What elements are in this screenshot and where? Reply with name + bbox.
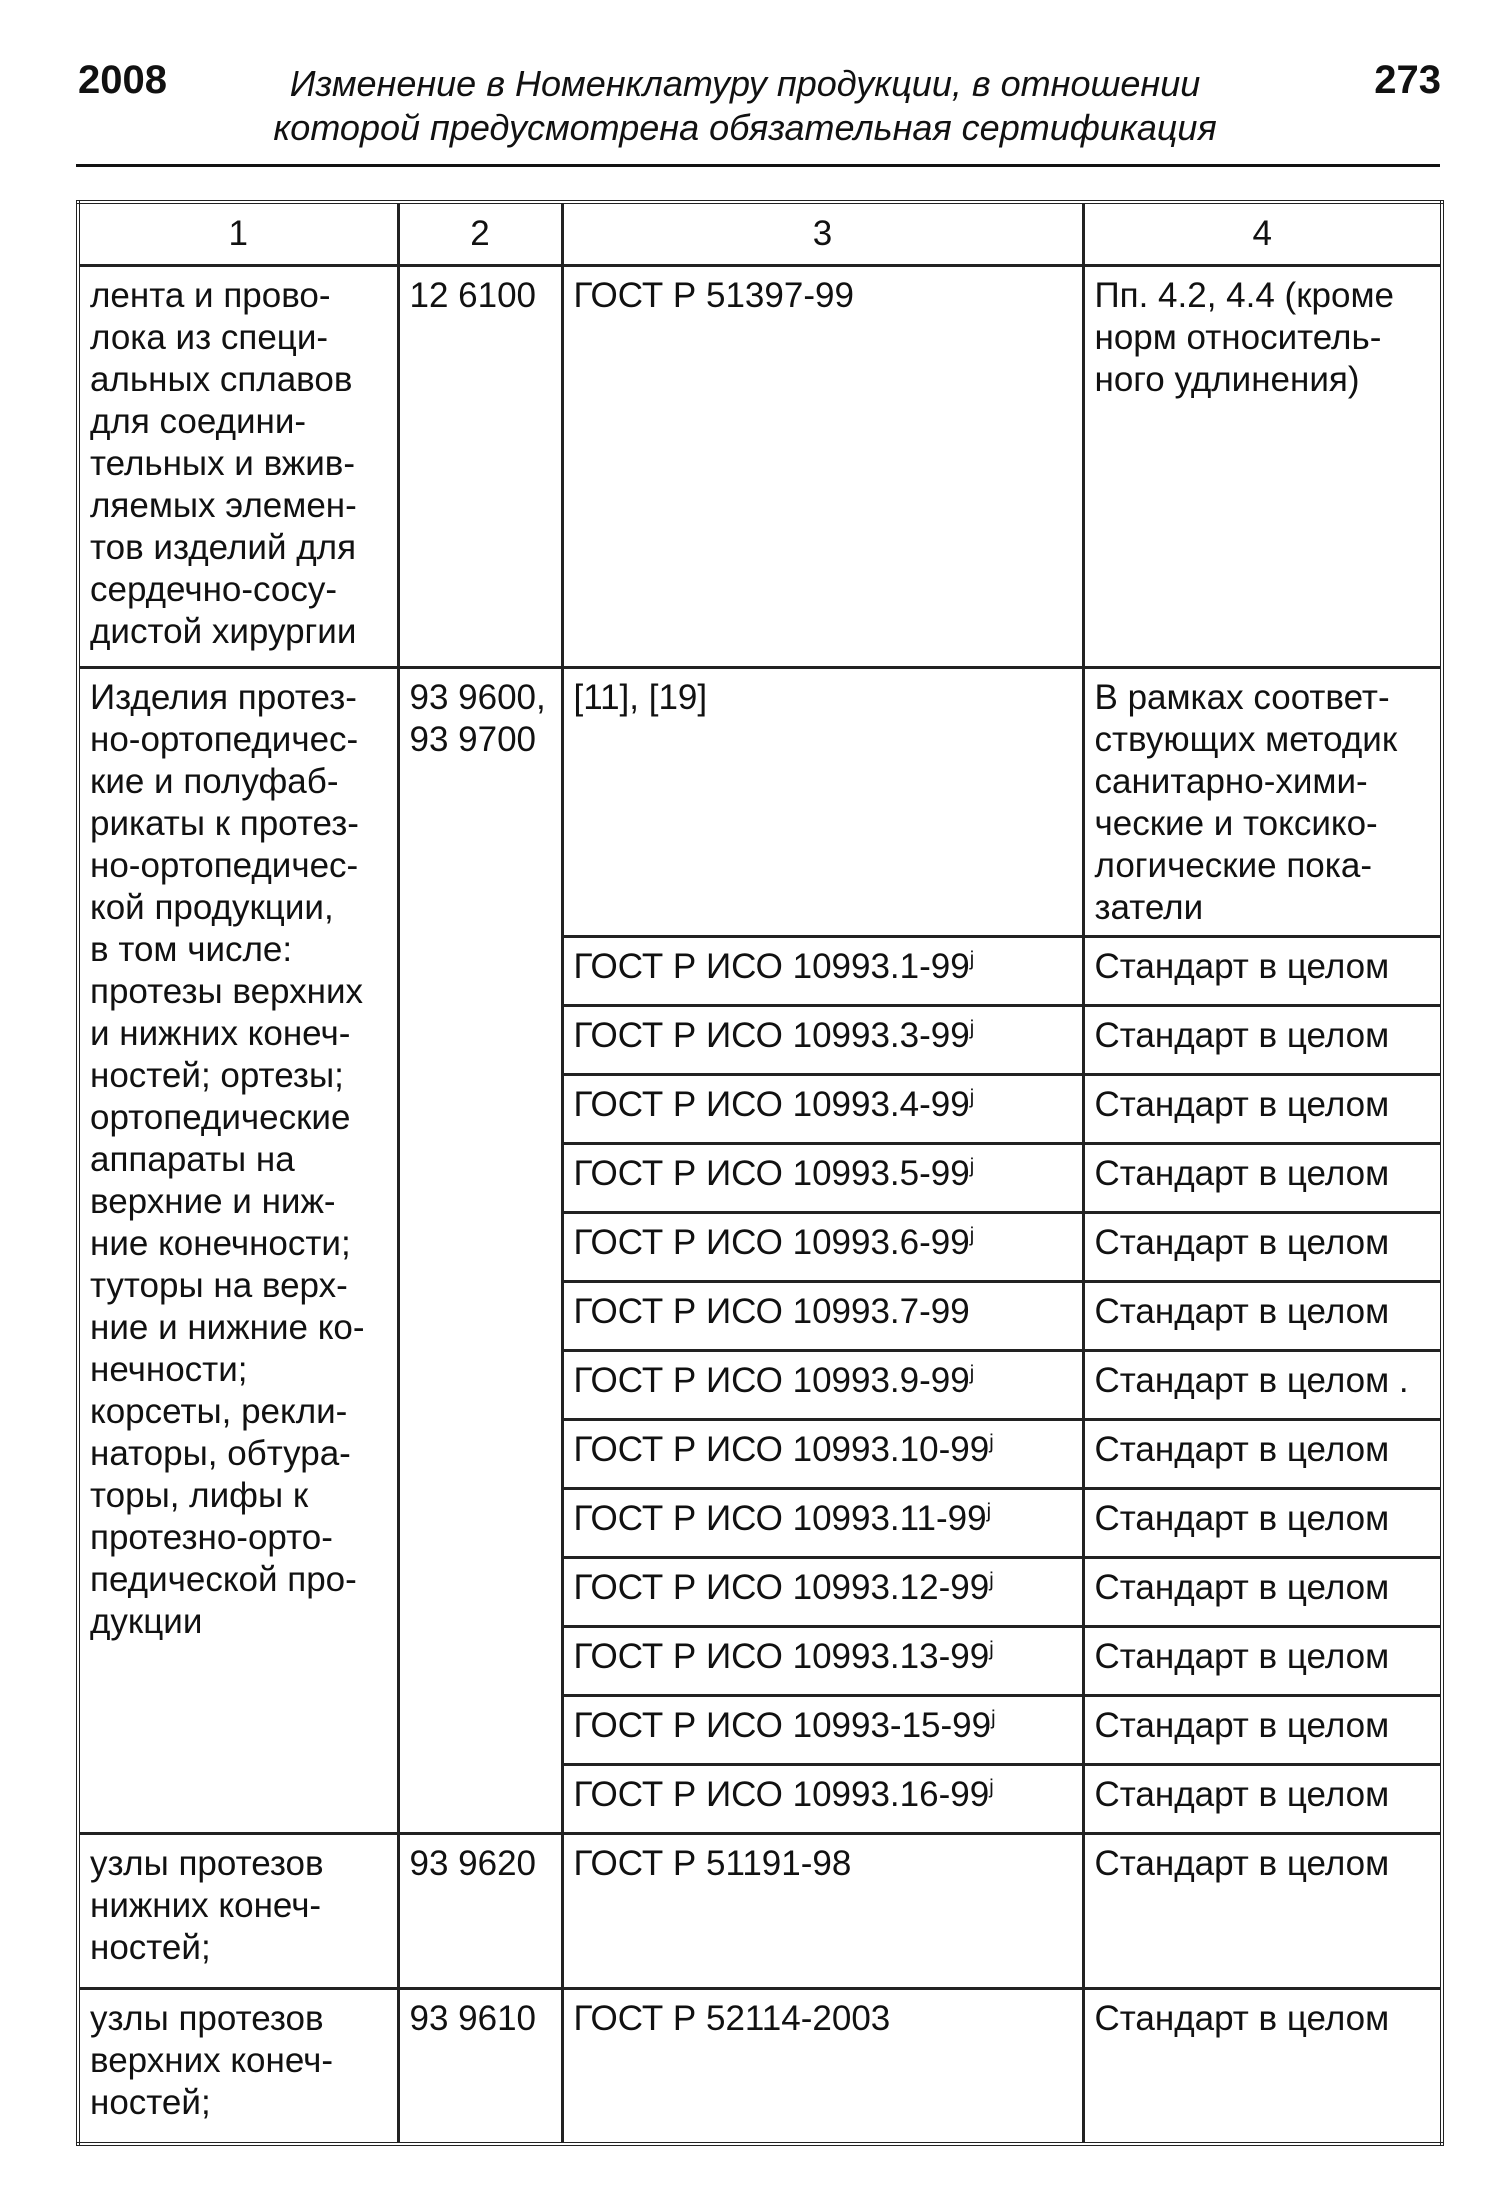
standard-cell <box>562 1213 1083 1282</box>
standard-cell <box>562 1765 1083 1834</box>
product-name-cell: узлы протезов нижних конеч- ностей; <box>78 1834 398 1989</box>
product-name-cell: Изделия протез- но-ортопедичес- кие и полуфаб- рикаты к протез- но-ортопедичес- кой продукции, в том числе: протезы верхних и нижних конеч- ностей; ортезы; ортопедические аппараты на верхние и ниж- ние конечности; туторы на верх- ние и нижние ко- нечности; корсеты, рекли- наторы, обтура- торы, лифы к протезно-орто- педической про- дукции <box>78 668 398 1834</box>
requirements-cell: В рамках соответ- ствующих методик санитарно-хими- ческие и токсико- логические пока- затели <box>1083 668 1442 937</box>
footnote-mark: j <box>989 1776 994 1799</box>
requirements-cell: Стандарт в целом <box>1083 1420 1442 1489</box>
footnote-mark: j <box>991 1707 996 1730</box>
requirements-cell: Стандарт в целом <box>1083 1075 1442 1144</box>
column-header-1: 1 <box>78 202 398 266</box>
product-name-cell: лента и прово- лока из специ- альных сплавов для соедини- тельных и вжив- ляемых элемен- тов изделий для сердечно-сосу- дистой хирургии <box>78 266 398 668</box>
page-title-line-2: которой предусмотрена обязательная сертификация <box>273 107 1217 148</box>
requirements-cell: Стандарт в целом <box>1083 1213 1442 1282</box>
standard-code: ГОСТ Р ИСО 10993.10-99 <box>573 1430 990 1469</box>
standard-cell <box>562 1144 1083 1213</box>
code-cell: 93 9610 <box>398 1989 562 2144</box>
footnote-mark: j <box>969 1224 975 1247</box>
standard-cell: [11], [19] <box>562 668 1083 937</box>
requirements-cell: Стандарт в целом <box>1083 1834 1442 1989</box>
requirements-cell: Стандарт в целом <box>1083 937 1442 1006</box>
table-row <box>78 1989 1442 2144</box>
page-title <box>220 62 1270 150</box>
column-header-3: 3 <box>562 202 1083 266</box>
standard-code: ГОСТ Р ИСО 10993.11-99 <box>573 1499 987 1538</box>
footnote-mark: j <box>969 1362 975 1385</box>
requirements-cell: Стандарт в целом . <box>1083 1351 1442 1420</box>
footnote-mark: j <box>969 1017 975 1040</box>
requirements-cell: Стандарт в целом <box>1083 1144 1442 1213</box>
table-row <box>78 1834 1442 1989</box>
standard-cell <box>562 1282 1083 1351</box>
column-header-4: 4 <box>1083 202 1442 266</box>
requirements-cell: Стандарт в целом <box>1083 1282 1442 1351</box>
standard-cell <box>562 1489 1083 1558</box>
standard-code: ГОСТ Р ИСО 10993.4-99 <box>573 1085 970 1124</box>
requirements-cell: Стандарт в целом <box>1083 1989 1442 2144</box>
page-number: 273 <box>1374 58 1441 102</box>
requirements-cell: Стандарт в целом <box>1083 1765 1442 1834</box>
page-title-line-1: Изменение в Номенклатуру продукции, в отношении <box>289 63 1201 104</box>
certification-table <box>76 200 1444 2146</box>
standard-cell <box>562 1420 1083 1489</box>
footnote-mark: j <box>989 1638 994 1661</box>
code-cell: 93 9600, 93 9700 <box>398 668 562 1834</box>
requirements-cell: Стандарт в целом <box>1083 1696 1442 1765</box>
standard-cell <box>562 1351 1083 1420</box>
code-cell: 93 9620 <box>398 1834 562 1989</box>
standard-cell: ГОСТ Р 51397-99 <box>562 266 1083 668</box>
header-divider <box>76 164 1440 167</box>
standard-code: ГОСТ Р ИСО 10993.12-99 <box>573 1568 990 1607</box>
standard-code: ГОСТ Р ИСО 10993.7-99 <box>573 1292 970 1331</box>
footnote-mark: j <box>989 1431 994 1454</box>
requirements-cell: Стандарт в целом <box>1083 1006 1442 1075</box>
standard-code: ГОСТ Р ИСО 10993.16-99 <box>573 1775 990 1814</box>
standard-code: ГОСТ Р ИСО 10993.6-99 <box>573 1223 970 1262</box>
column-header-2: 2 <box>398 202 562 266</box>
standard-cell: ГОСТ Р 52114-2003 <box>562 1989 1083 2144</box>
footnote-mark: j <box>969 948 975 971</box>
standard-code: ГОСТ Р ИСО 10993-15-99 <box>573 1706 992 1745</box>
footnote-mark: j <box>969 1155 975 1178</box>
standard-cell: ГОСТ Р 51191-98 <box>562 1834 1083 1989</box>
standard-cell <box>562 937 1083 1006</box>
requirements-cell: Пп. 4.2, 4.4 (кроме норм относитель- ного удлинения) <box>1083 266 1442 668</box>
footnote-mark: j <box>989 1569 994 1592</box>
requirements-cell: Стандарт в целом <box>1083 1558 1442 1627</box>
table-row <box>78 668 1442 937</box>
product-name-cell: узлы протезов верхних конеч- ностей; <box>78 1989 398 2144</box>
standard-code: ГОСТ Р ИСО 10993.5-99 <box>573 1154 970 1193</box>
standard-cell <box>562 1006 1083 1075</box>
standard-cell <box>562 1075 1083 1144</box>
footnote-mark: j <box>986 1500 992 1523</box>
standard-cell <box>562 1696 1083 1765</box>
code-cell: 12 6100 <box>398 266 562 668</box>
year-label: 2008 <box>78 58 167 102</box>
standard-code: ГОСТ Р ИСО 10993.13-99 <box>573 1637 990 1676</box>
standard-cell <box>562 1627 1083 1696</box>
standard-cell <box>562 1558 1083 1627</box>
standard-code: ГОСТ Р ИСО 10993.3-99 <box>573 1016 970 1055</box>
standard-code: ГОСТ Р ИСО 10993.9-99 <box>573 1361 970 1400</box>
requirements-cell: Стандарт в целом <box>1083 1489 1442 1558</box>
table-row <box>78 266 1442 668</box>
requirements-cell: Стандарт в целом <box>1083 1627 1442 1696</box>
footnote-mark: j <box>969 1086 975 1109</box>
standard-code: ГОСТ Р ИСО 10993.1-99 <box>573 947 970 986</box>
table-header-row <box>78 202 1442 266</box>
